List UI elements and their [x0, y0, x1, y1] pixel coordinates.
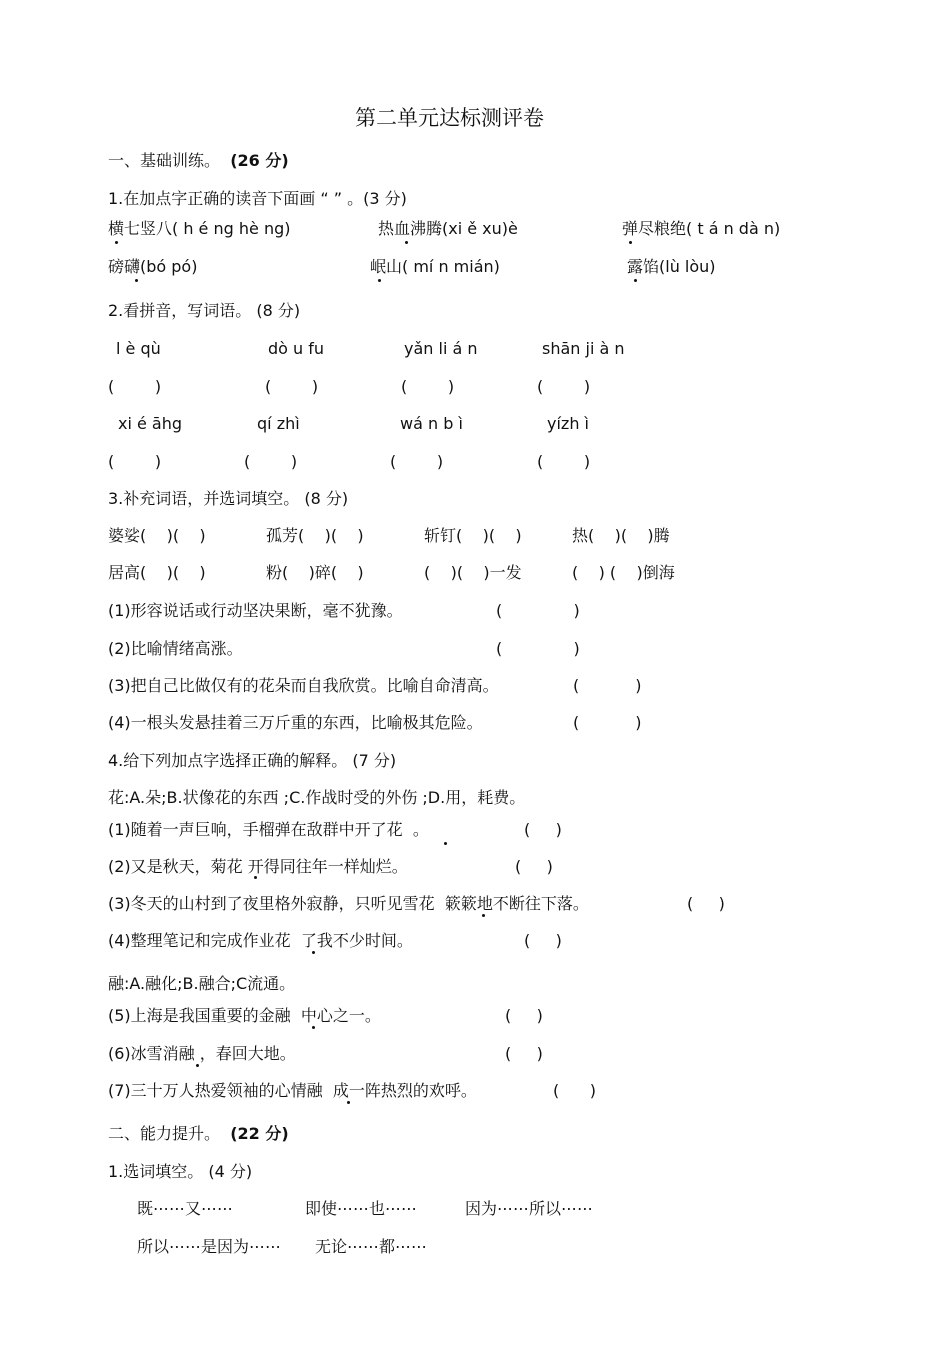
pinyin: yízh ì: [547, 414, 589, 433]
q1-item: 磅礴(bó pó): [108, 257, 198, 276]
s2q1-prompt: 1.选词填空。 (4 分): [108, 1162, 253, 1181]
answer-blank[interactable]: ( ): [524, 931, 562, 950]
word-choice: 既⋯⋯又⋯⋯: [137, 1199, 234, 1218]
idiom-blank[interactable]: ( ) ( )倒海: [572, 563, 675, 582]
pinyin: xi é āhg: [118, 414, 183, 433]
answer-blank[interactable]: ( ): [553, 1081, 596, 1100]
pinyin: shān ji à n: [542, 339, 625, 358]
section1-heading-text: 一、基础训练。: [108, 151, 221, 170]
q4-item: (2)又是秋天，菊花 开得同往年一样灿烂。: [108, 857, 408, 876]
emphasis-dot: [378, 279, 381, 282]
hua-definitions: 花:A.朵;B.状像花的东西 ;C.作战时受的外伤 ;D.用，耗费。: [108, 788, 526, 807]
emphasis-dot: [115, 241, 118, 244]
q4-item: (4)整理笔记和完成作业花 了我不少时间。: [108, 931, 413, 950]
q4-item: (3)冬天的山村到了夜里格外寂静，只听见雪花 簌簌地不断往下落。: [108, 894, 589, 913]
emphasis-dot: [135, 279, 138, 282]
answer-blank[interactable]: ( ): [265, 377, 319, 396]
emphasis-dot: [629, 241, 632, 244]
idiom-blank[interactable]: 粉( )碎( ): [266, 563, 364, 582]
q4-item: (6)冰雪消融 ，春回大地。: [108, 1044, 296, 1063]
answer-blank[interactable]: ( ): [496, 601, 580, 620]
emphasis-dot: [254, 876, 257, 879]
emphasis-dot: [312, 1026, 315, 1029]
emphasis-dot: [444, 842, 447, 845]
word-choice: 即使⋯⋯也⋯⋯: [305, 1199, 418, 1218]
idiom-blank[interactable]: ( )( )一发: [424, 563, 522, 582]
answer-blank[interactable]: ( ): [390, 452, 444, 471]
answer-blank[interactable]: ( ): [537, 452, 591, 471]
pinyin: wá n b ì: [400, 414, 463, 433]
answer-blank[interactable]: ( ): [505, 1006, 543, 1025]
answer-blank[interactable]: ( ): [108, 377, 162, 396]
answer-blank[interactable]: ( ): [401, 377, 455, 396]
q2-prompt: 2.看拼音，写词语。 (8 分): [108, 301, 301, 320]
pinyin: yǎn li á n: [404, 339, 478, 358]
q3-item: (2)比喻情绪高涨。: [108, 639, 243, 658]
section2-score: (22 分): [230, 1124, 289, 1143]
section1-heading: [108, 150, 289, 172]
emphasis-dot: [405, 241, 408, 244]
q1-item: 横七竖八( h é ng hè ng): [108, 219, 291, 238]
emphasis-dot: [312, 951, 315, 954]
word-choice: 所以⋯⋯是因为⋯⋯: [137, 1237, 282, 1256]
idiom-blank[interactable]: 热( )( )腾: [572, 526, 670, 545]
emphasis-dot: [482, 914, 485, 917]
idiom-blank[interactable]: 居高( )( ): [108, 563, 206, 582]
idiom-blank[interactable]: 斩钉( )( ): [424, 526, 522, 545]
pinyin: qí zhì: [257, 414, 300, 433]
q1-item: 露馅(lù lòu): [627, 257, 716, 276]
section2-heading-text: 二、能力提升。: [108, 1124, 221, 1143]
idiom-blank[interactable]: 婆娑( )( ): [108, 526, 206, 545]
q4-item: (5)上海是我国重要的金融 中心之一。: [108, 1006, 381, 1025]
q3-item: (3)把自己比做仅有的花朵而自我欣赏。比喻自命清高。: [108, 676, 499, 695]
word-choice: 因为⋯⋯所以⋯⋯: [465, 1199, 594, 1218]
answer-blank[interactable]: ( ): [537, 377, 591, 396]
q3-prompt: 3.补充词语，并选词填空。 (8 分): [108, 489, 349, 508]
q1-item: 岷山( mí n mián): [370, 257, 500, 276]
emphasis-dot: [196, 1064, 199, 1067]
rong-definitions: 融:A.融化;B.融合;C流通。: [108, 974, 296, 993]
q3-item: (1)形容说话或行动坚决果断，毫不犹豫。: [108, 601, 403, 620]
pinyin: dò u fu: [268, 339, 325, 358]
q1-item: 弹尽粮绝( t á n dà n): [622, 219, 781, 238]
q4-item: (1)随着一声巨响，手榴弹在敌群中开了花 。: [108, 820, 429, 839]
answer-blank[interactable]: ( ): [573, 713, 642, 732]
section2-heading: [108, 1123, 289, 1145]
page-title: 第二单元达标测评卷: [355, 106, 544, 130]
section1-score: (26 分): [230, 151, 289, 170]
q1-item: 热血沸腾(xi ě xu)è: [378, 219, 518, 238]
answer-blank[interactable]: ( ): [108, 452, 162, 471]
answer-blank[interactable]: ( ): [505, 1044, 543, 1063]
pinyin: l è qù: [116, 339, 161, 358]
answer-blank[interactable]: ( ): [515, 857, 553, 876]
q3-item: (4)一根头发悬挂着三万斤重的东西，比喻极其危险。: [108, 713, 483, 732]
answer-blank[interactable]: ( ): [687, 894, 725, 913]
word-choice: 无论⋯⋯都⋯⋯: [315, 1237, 428, 1256]
emphasis-dot: [347, 1101, 350, 1104]
q4-prompt: 4.给下列加点字选择正确的解释。 (7 分): [108, 751, 397, 770]
answer-blank[interactable]: ( ): [496, 639, 580, 658]
q1-prompt: 1.在加点字正确的读音下面画 “ ” 。(3 分): [108, 189, 407, 208]
q4-item: (7)三十万人热爱领袖的心情融 成一阵热烈的欢呼。: [108, 1081, 477, 1100]
answer-blank[interactable]: ( ): [524, 820, 562, 839]
answer-blank[interactable]: ( ): [573, 676, 642, 695]
answer-blank[interactable]: ( ): [244, 452, 298, 471]
emphasis-dot: [634, 279, 637, 282]
idiom-blank[interactable]: 孤芳( )( ): [266, 526, 364, 545]
